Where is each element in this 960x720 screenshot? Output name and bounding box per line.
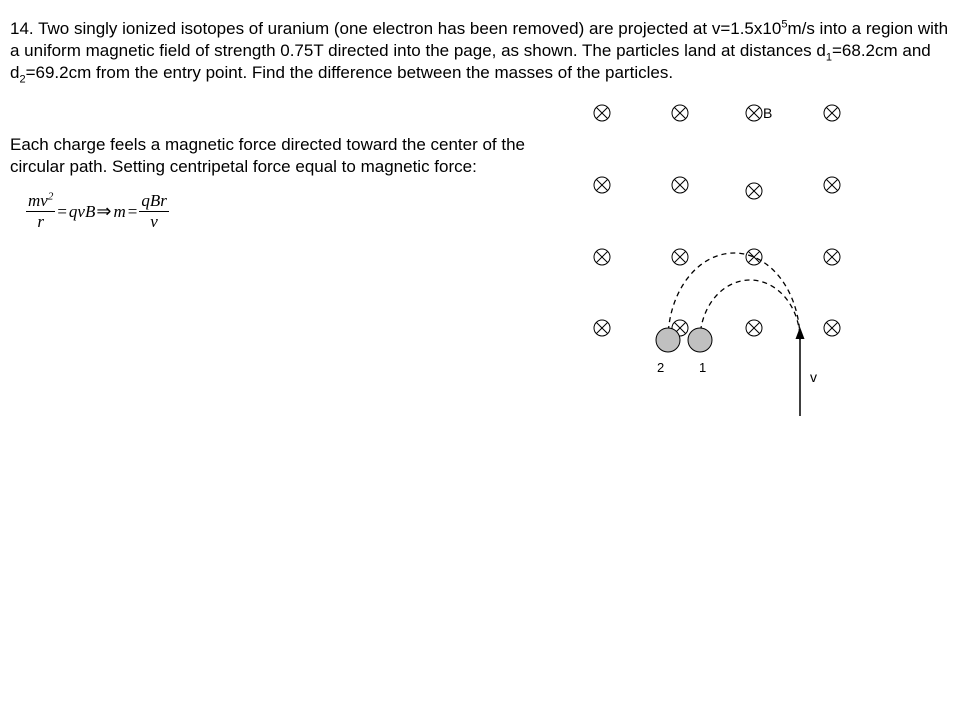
- field-into-page-icon: [594, 177, 610, 193]
- field-into-page-icon: [672, 177, 688, 193]
- mass-variable: m: [113, 201, 126, 221]
- particle-2: [656, 328, 680, 352]
- field-into-page-icon: [824, 105, 840, 121]
- implies-arrow-icon: ⇒: [96, 201, 112, 221]
- d2-subscript: 2: [19, 73, 26, 86]
- problem-text-1: Two singly ionized isotopes of uranium (one electron has been removed) are projected at v=1.5x10: [38, 19, 782, 38]
- field-into-page-icon: [746, 183, 762, 199]
- lhs-numerator-exponent: 2: [47, 190, 54, 203]
- velocity-exponent: 5: [781, 18, 788, 31]
- equals-sign-1: =: [57, 201, 67, 221]
- explanation-text: Each charge feels a magnetic force directed toward the center of the circular path. Setting centripetal force equal to magnetic force:: [10, 135, 526, 176]
- field-into-page-icon: [672, 105, 688, 121]
- magnetic-force-term: qvB: [68, 201, 96, 221]
- problem-text-3: =68.2cm and d: [10, 41, 931, 82]
- field-into-page-icon: [594, 320, 610, 336]
- rhs-denominator: v: [150, 212, 158, 231]
- particle-1: [688, 328, 712, 352]
- field-into-page-icon: [824, 177, 840, 193]
- equals-sign-2: =: [127, 201, 138, 221]
- lhs-denominator: r: [37, 212, 44, 231]
- field-into-page-icon: [672, 249, 688, 265]
- field-into-page-icon: [824, 320, 840, 336]
- velocity-label: v: [810, 369, 817, 385]
- field-into-page-icon: [746, 320, 762, 336]
- problem-text-4: =69.2cm from the entry point. Find the difference between the masses of the particles.: [25, 63, 674, 82]
- d1-subscript: 1: [825, 51, 832, 64]
- field-into-page-icon: [746, 105, 762, 121]
- field-into-page-icon: [594, 249, 610, 265]
- problem-text-2: m/s into a region with a uniform magnetic field of strength 0.75T directed into the page, as shown. The particles land at distances d: [10, 19, 949, 60]
- lhs-numerator-base: mv: [28, 191, 48, 210]
- field-label: B: [763, 105, 773, 121]
- field-into-page-icon: [824, 249, 840, 265]
- magnetic-field-grid: [594, 105, 840, 336]
- field-into-page-icon: [746, 249, 762, 265]
- problem-number: 14.: [10, 19, 34, 38]
- particle-1-label: 1: [699, 360, 707, 375]
- velocity-arrow-head-icon: [796, 327, 805, 339]
- rhs-numerator: qBr: [141, 191, 167, 210]
- particle-2-label: 2: [657, 360, 665, 375]
- field-into-page-icon: [594, 105, 610, 121]
